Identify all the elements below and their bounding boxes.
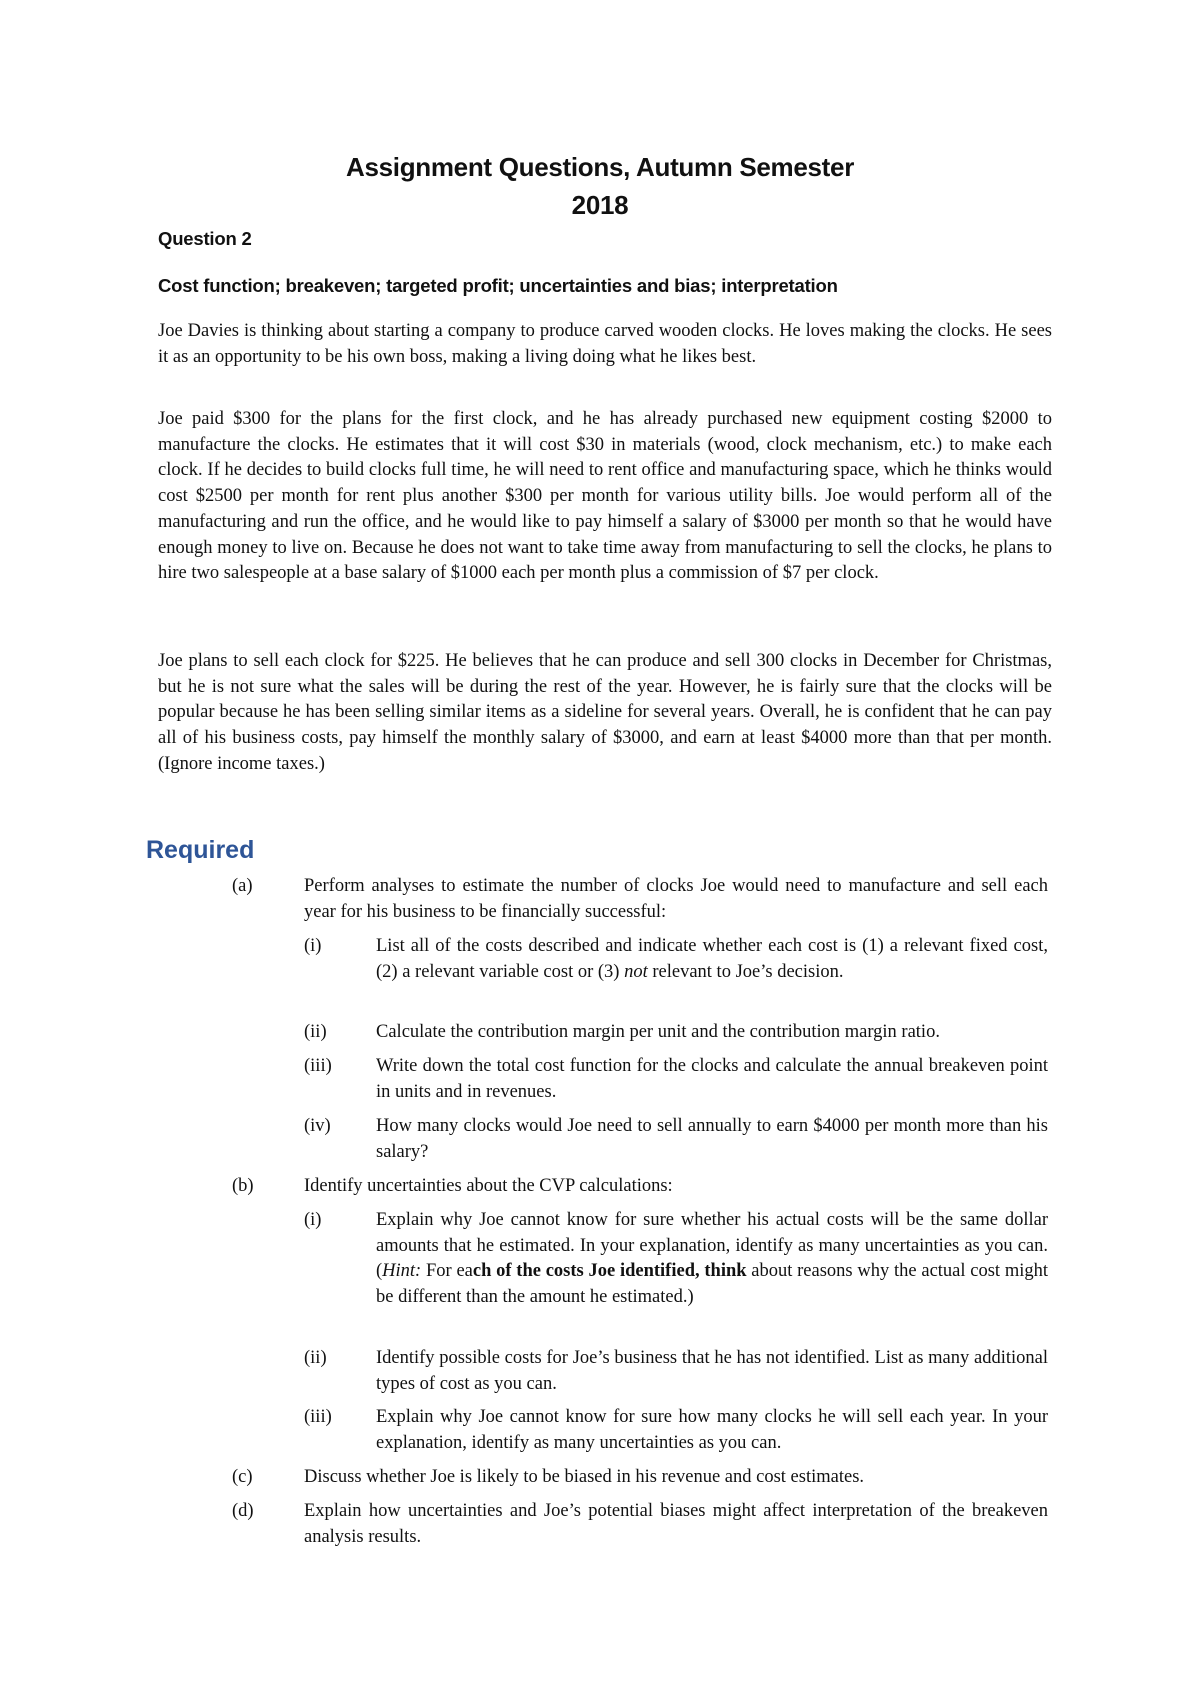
hint-bold-text: ch of the costs Joe identified, think — [472, 1261, 747, 1282]
item-text: Calculate the contribution margin per unit and the contribution margin ratio. — [376, 1022, 940, 1042]
item-label: (c) — [232, 1467, 253, 1487]
emphasis-text: not — [624, 961, 648, 982]
item-text: Explain how uncertainties and Joe’s potential biases might affect interpretation of the breakeven analysis results. — [304, 1501, 1048, 1547]
item-text: How many clocks would Joe need to sell annually to earn $4000 per month more than his salary? — [376, 1116, 1048, 1162]
item-text: Identify possible costs for Joe’s business that he has not identified. List as many additional types of cost as you can. — [376, 1348, 1048, 1394]
item-label: (b) — [232, 1176, 254, 1196]
item-label: (d) — [232, 1501, 254, 1521]
paragraph-2: Joe paid $300 for the plans for the first clock, and he has already purchased new equipment costing $2000 to manufacture the clocks. He estimates that it will cost $30 in materials (wood, clock mechanism, etc.) to make each clock. If he decides to build clocks full time, he will need to rent office and manufacturing space, which he thinks would cost $2500 per month for rent plus another $300 per month for various utility bills. Joe would perform all of the manufacturing and run the office, and he would like to pay himself a salary of $3000 per month so that he would have enough money to live on. Because he does not want to take time away from manufacturing to sell the clocks, he plans to hire two salespeople at a base salary of $1000 each per month plus a commission of $7 per clock. — [158, 409, 1052, 584]
item-text: List all of the costs described and indicate whether each cost is (1) a relevant fixed cost, (2) a relevant variable cost or (3) not relevant to Joe’s decision. — [376, 936, 1048, 982]
item-text: Perform analyses to estimate the number of clocks Joe would need to manufacture and sell each year for his business to be financially successful: — [304, 876, 1048, 922]
item-label: (ii) — [304, 1348, 327, 1368]
item-label: (ii) — [304, 1022, 327, 1042]
question-label: Question 2 — [158, 228, 252, 249]
item-label: (iii) — [304, 1407, 332, 1427]
item-label: (i) — [304, 1210, 322, 1230]
item-text: Identify uncertainties about the CVP calculations: — [304, 1176, 673, 1196]
item-text: Explain why Joe cannot know for sure whether his actual costs will be the same dollar amounts that he estimated. In your explanation, identify as many uncertainties as you can. (Hint: For each of the costs Joe identified, think about reasons why the actual cost might be different than the amount he estimated.) — [376, 1210, 1048, 1308]
item-text: Discuss whether Joe is likely to be biased in his revenue and cost estimates. — [304, 1467, 865, 1487]
required-heading: Required — [146, 836, 255, 864]
page-title-year: 2018 — [571, 190, 629, 220]
item-label: (iv) — [304, 1116, 331, 1136]
hint-label: Hint: — [382, 1261, 422, 1282]
question-topic: Cost function; breakeven; targeted profit; uncertainties and bias; interpretation — [158, 275, 838, 296]
item-label: (a) — [232, 876, 253, 896]
item-text: Explain why Joe cannot know for sure how many clocks he will sell each year. In your explanation, identify as many uncertainties as you can. — [376, 1407, 1048, 1453]
item-label: (i) — [304, 936, 322, 956]
paragraph-3: Joe plans to sell each clock for $225. He believes that he can produce and sell 300 clocks in December for Christmas, but he is not sure what the sales will be during the rest of the year. However, he is fairly sure that the clocks will be popular because he has been selling similar items as a sideline for several years. Overall, he is confident that he can pay all of his business costs, pay himself the monthly salary of $3000, and earn at least $4000 more than that per month. (Ignore income taxes.) — [158, 651, 1052, 774]
page-title: Assignment Questions, Autumn Semester — [345, 152, 855, 182]
item-text: Write down the total cost function for the clocks and calculate the annual breakeven point in units and in revenues. — [376, 1056, 1048, 1102]
paragraph-1: Joe Davies is thinking about starting a company to produce carved wooden clocks. He loves making the clocks. He sees it as an opportunity to be his own boss, making a living doing what he likes best. — [158, 321, 1052, 367]
item-label: (iii) — [304, 1056, 332, 1076]
